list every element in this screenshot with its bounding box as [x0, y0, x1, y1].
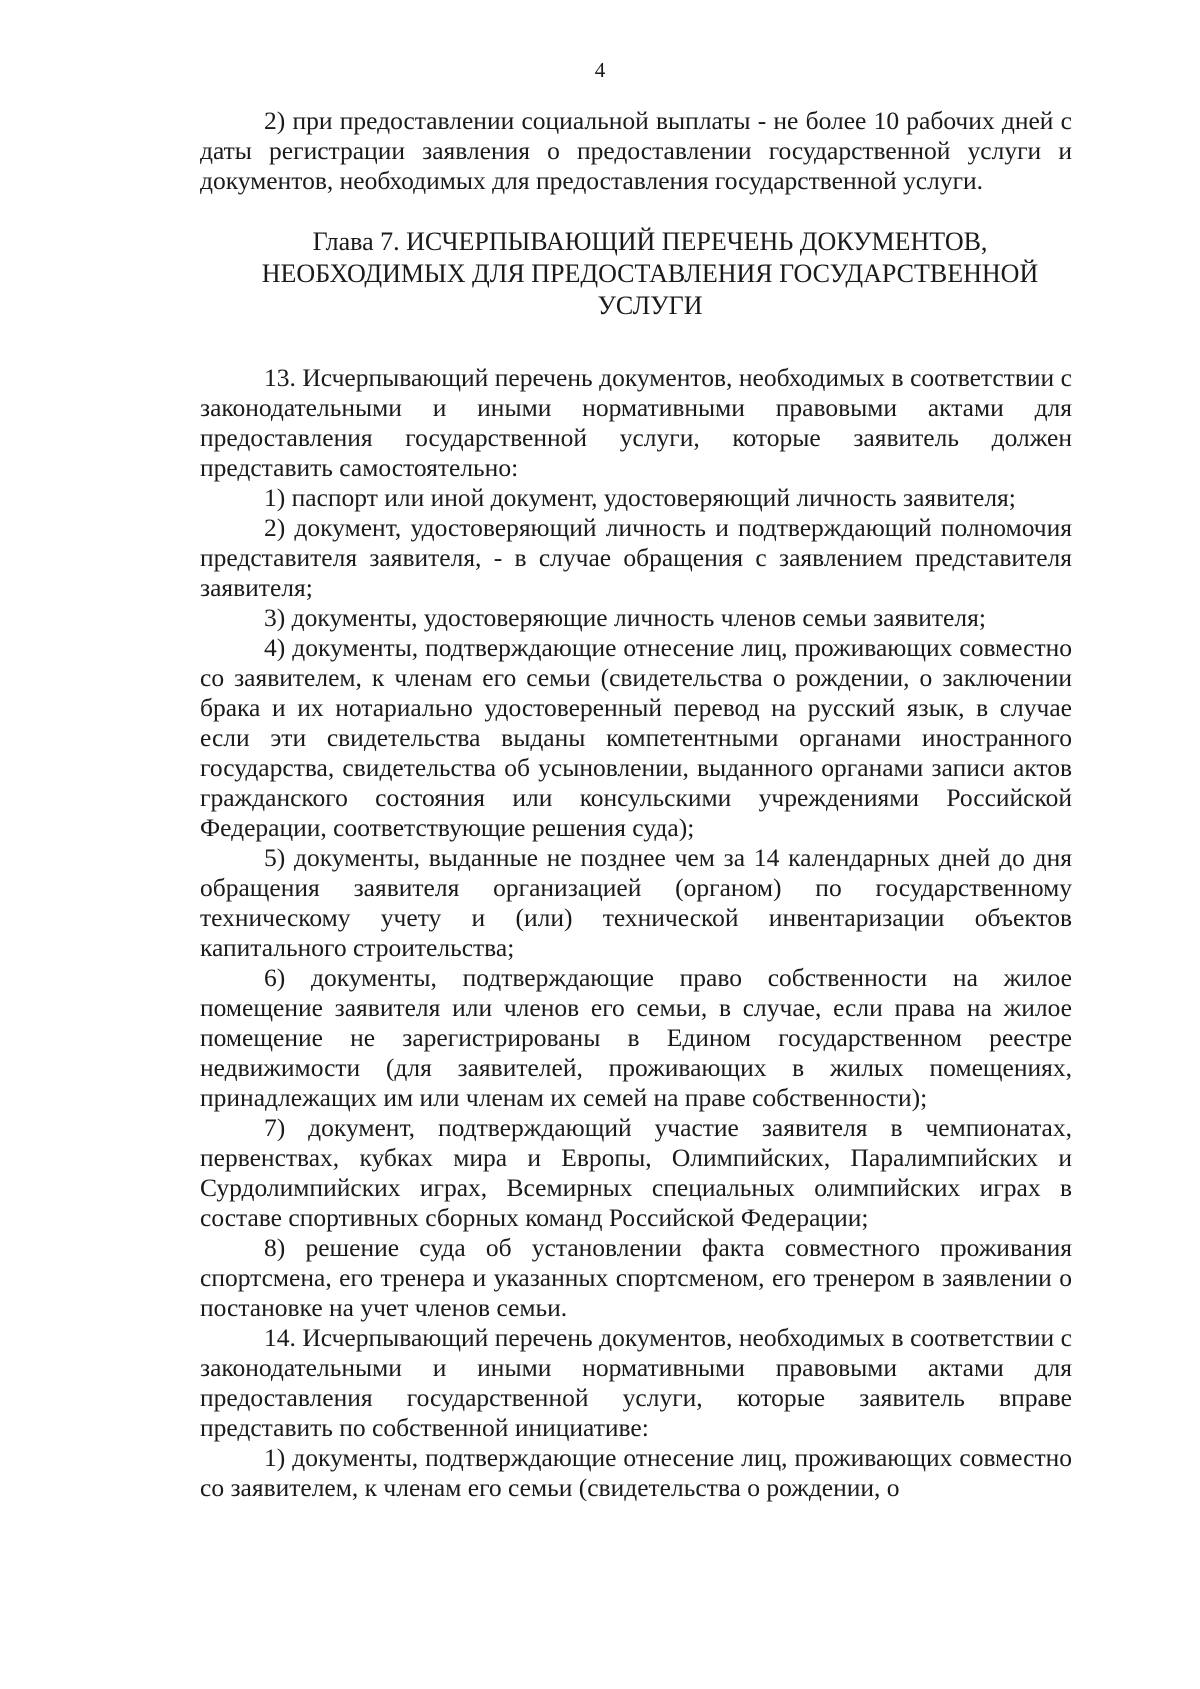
- chapter-heading-line-3: УСЛУГИ: [597, 291, 703, 320]
- chapter-heading-line-1: Глава 7. ИСЧЕРПЫВАЮЩИЙ ПЕРЕЧЕНЬ ДОКУМЕНТОВ,: [312, 227, 988, 256]
- list-item-13-3: 3) документы, удостоверяющие личность членов семьи заявителя;: [264, 603, 986, 632]
- paragraph-item-2-deadline: 2) при предоставлении социальной выплаты - не более 10 рабочих дней с даты регистрации заявления о предоставлении государственной услуги и документов, необходимых для предоставления государственной услуги.: [200, 106, 1072, 195]
- list-item-13-2: 2) документ, удостоверяющий личность и подтверждающий полномочия представителя заявителя, - в случае обращения с заявлением представителя заявителя;: [200, 513, 1072, 602]
- chapter-heading: [200, 226, 1072, 322]
- list-item-13-1: 1) паспорт или иной документ, удостоверяющий личность заявителя;: [264, 483, 1016, 512]
- list-item-13-4: 4) документы, подтверждающие отнесение лиц, проживающих совместно со заявителем, к членам его семьи (свидетельства о рождении, о заключении брака и их нотариально удостоверенный перевод на русский язык, в случае если эти свидетельства выданы компетентными органами иностранного государства, свидетельства об усыновлении, выданного органами записи актов гражданского состояния или консульскими учреждениями Российской Федерации, соответствующие решения суда);: [200, 633, 1072, 842]
- paragraph-14: 14. Исчерпывающий перечень документов, необходимых в соответствии с законодательными и иными нормативными правовыми актами для предоставления государственной услуги, которые заявитель вправе представить по собственной инициативе:: [200, 1323, 1072, 1442]
- document-body: [200, 106, 1072, 1503]
- list-item-14-1: 1) документы, подтверждающие отнесение лиц, проживающих совместно со заявителем, к членам его семьи (свидетельства о рождении, о: [200, 1443, 1072, 1502]
- paragraph-13: 13. Исчерпывающий перечень документов, необходимых в соответствии с законодательными и иными нормативными правовыми актами для предоставления государственной услуги, которые заявитель должен представить самостоятельно:: [200, 363, 1072, 482]
- list-item-13-5: 5) документы, выданные не позднее чем за 14 календарных дней до дня обращения заявителя организацией (органом) по государственному техническому учету и (или) технической инвентаризации объектов капитального строительства;: [200, 843, 1072, 962]
- list-item-13-8: 8) решение суда об установлении факта совместного проживания спортсмена, его тренера и указанных спортсменом, его тренером в заявлении о постановке на учет членов семьи.: [200, 1233, 1072, 1322]
- page-number: 4: [594, 58, 606, 82]
- chapter-heading-line-2: НЕОБХОДИМЫХ ДЛЯ ПРЕДОСТАВЛЕНИЯ ГОСУДАРСТВЕННОЙ: [261, 259, 1039, 288]
- list-item-13-7: 7) документ, подтверждающий участие заявителя в чемпионатах, первенствах, кубках мира и Европы, Олимпийских, Паралимпийских и Сурдолимпийских играх, Всемирных специальных олимпийских играх в составе спортивных сборных команд Российской Федерации;: [200, 1113, 1072, 1232]
- list-item-13-6: 6) документы, подтверждающие право собственности на жилое помещение заявителя или членов его семьи, в случае, если права на жилое помещение не зарегистрированы в Едином государственном реестре недвижимости (для заявителей, проживающих в жилых помещениях, принадлежащих им или членам их семей на праве собственности);: [200, 963, 1072, 1112]
